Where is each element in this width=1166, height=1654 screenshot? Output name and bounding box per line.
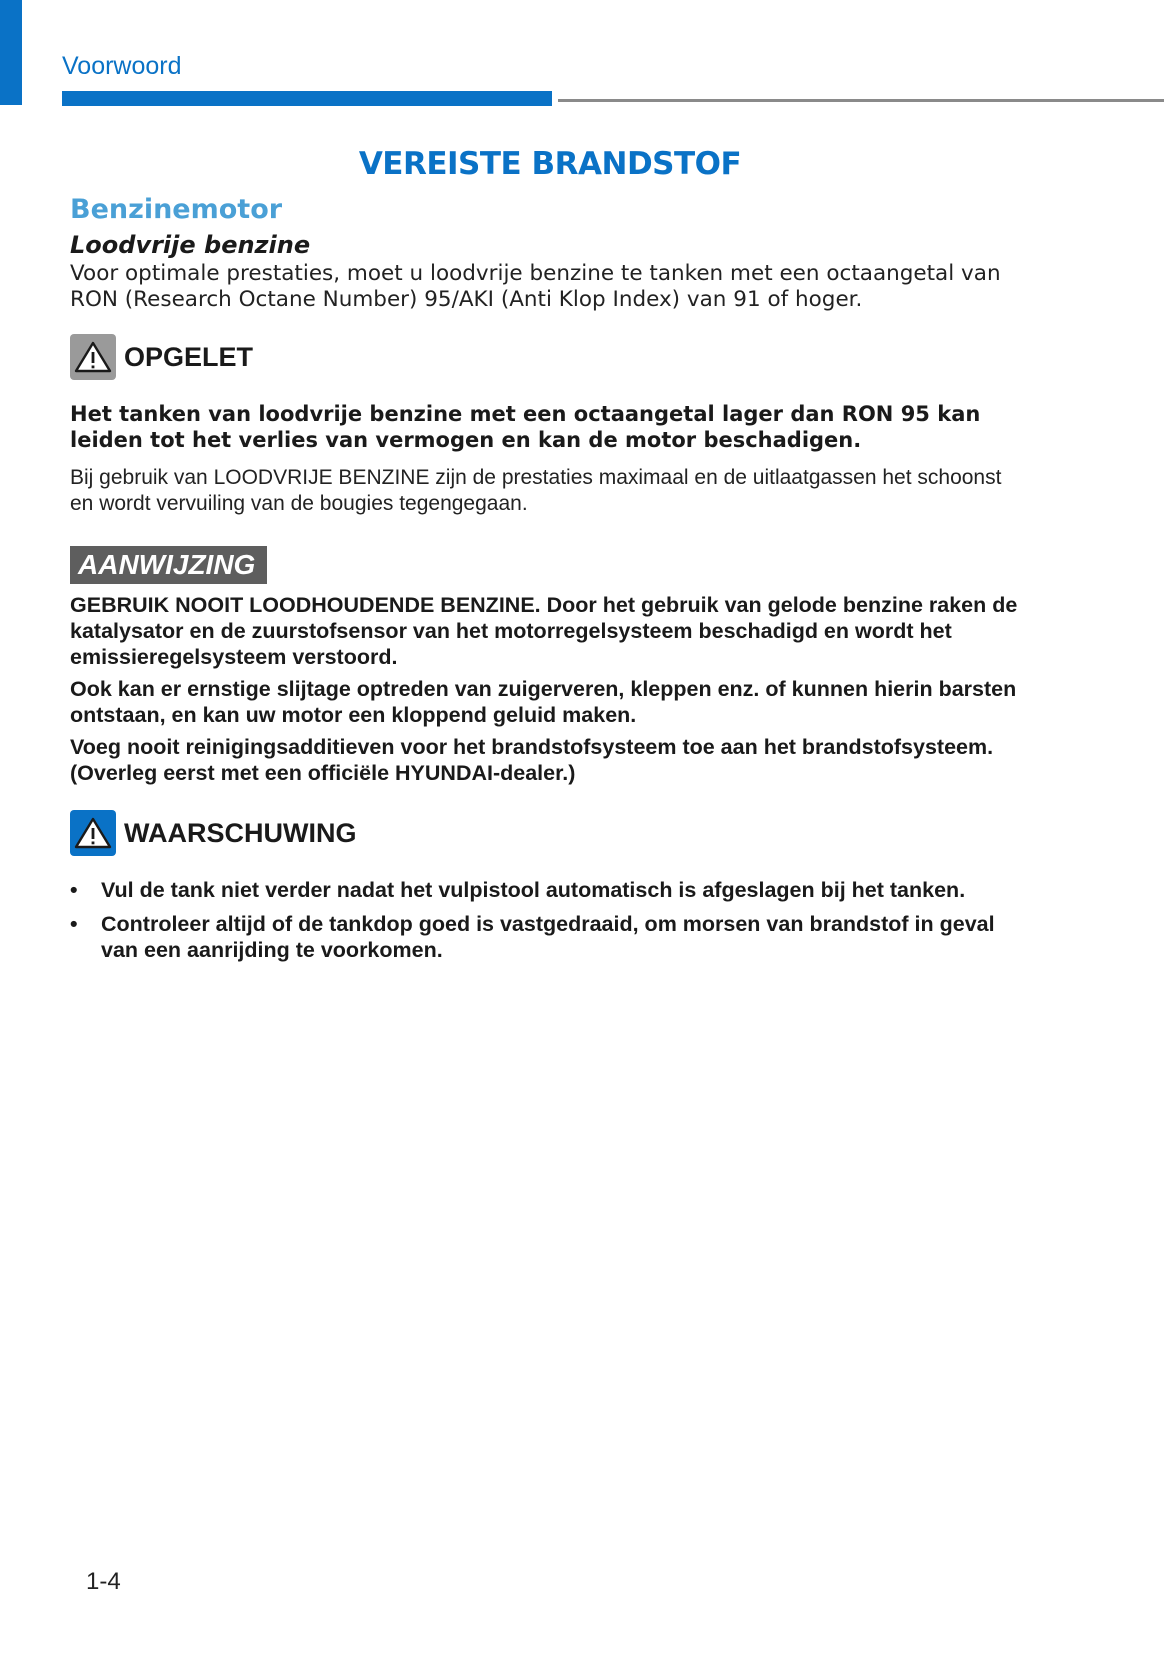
warning-triangle-icon <box>70 810 116 856</box>
bullet: • <box>70 878 78 902</box>
section-title: Voorwoord <box>62 52 182 80</box>
header-rule <box>558 99 1164 102</box>
notice-paragraph: GEBRUIK NOOIT LOODHOUDENDE BENZINE. Door het gebruik van gelode benzine raken de katalysator en de zuurstofsensor van het motorregelsysteem beschadigd en wordt het emissieregelsysteem verstoord. <box>70 593 1018 669</box>
caution-bold-text: Het tanken van loodvrije benzine met een octaangetal lager dan RON 95 kan leiden tot het verlies van vermogen en kan de motor beschadigen. <box>70 402 981 452</box>
page-number: 1-4 <box>86 1568 121 1595</box>
list-item-text: Controleer altijd of de tankdop goed is vastgedraaid, om morsen van brandstof in geval van een aanrijding te voorkomen. <box>101 912 995 962</box>
notice-paragraph: Voeg nooit reinigingsadditieven voor het brandstofsysteem toe aan het brandstofsysteem. (Overleg eerst met een officiële HYUNDAI-dealer.) <box>70 735 994 785</box>
notice-paragraph: Ook kan er ernstige slijtage optreden van zuigerveren, kleppen enz. of kunnen hierin barsten ontstaan, en kan uw motor een kloppend geluid maken. <box>70 677 1017 727</box>
warning-label: WAARSCHUWING <box>124 817 357 848</box>
caution-text: Bij gebruik van LOODVRIJE BENZINE zijn de prestaties maximaal en de uitlaatgassen het schoonst en wordt vervuiling van de bougies tegengegaan. <box>70 466 1002 515</box>
caution-header <box>70 334 253 380</box>
fuel-heading: Loodvrije benzine <box>70 231 311 259</box>
bullet: • <box>70 912 78 936</box>
engine-heading: Benzinemotor <box>70 194 283 225</box>
notice-label: AANWIJZING <box>70 546 267 584</box>
list-item <box>70 911 1030 963</box>
warning-triangle-icon <box>70 334 116 380</box>
caution-label: OPGELET <box>124 341 254 372</box>
fuel-description: Voor optimale prestaties, moet u loodvrije benzine te tanken met een octaangetal van RON (Research Octane Number) 95/AKI (Anti Klop Index) van 91 of hoger. <box>70 261 1001 312</box>
list-item <box>70 877 1030 903</box>
header-rule-accent <box>62 91 552 106</box>
page-title: VEREISTE BRANDSTOF <box>358 146 742 182</box>
page-edge-tab <box>0 0 22 105</box>
warning-list <box>70 877 1030 971</box>
list-item-text: Vul de tank niet verder nadat het vulpistool automatisch is afgeslagen bij het tanken. <box>101 878 966 902</box>
warning-header <box>70 810 356 856</box>
